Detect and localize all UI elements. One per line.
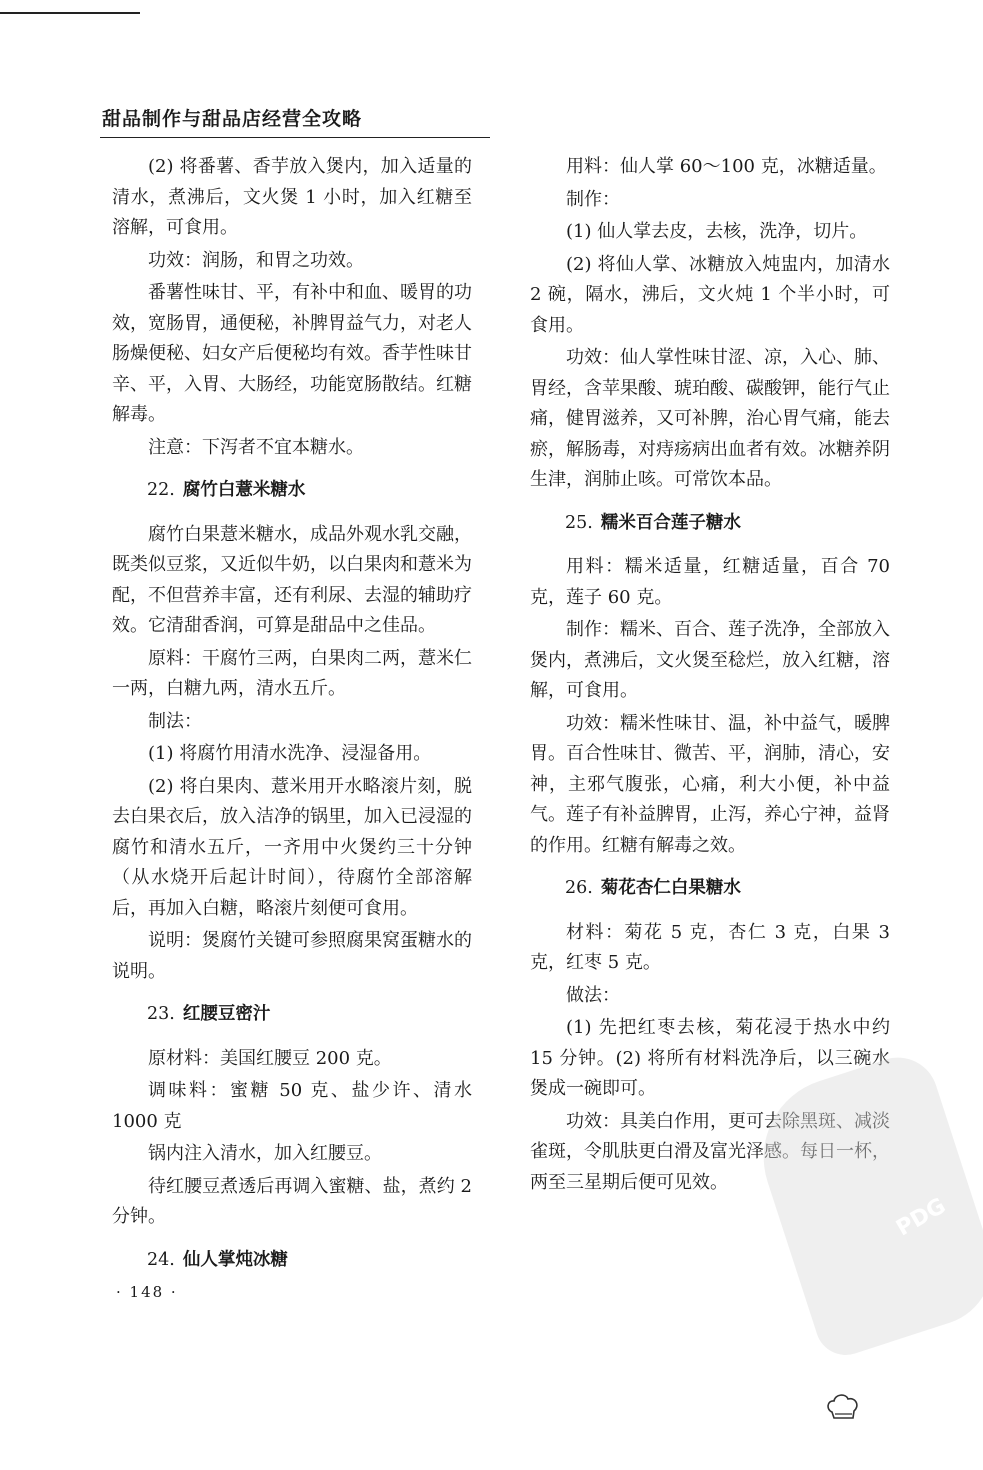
paragraph: (1) 先把红枣去核，菊花浸于热水中约 15 分钟。(2) 将所有材料洗净后，以三碗水煲成一碗即可。 bbox=[530, 1017, 890, 1099]
section-title: 红腰豆密汁 bbox=[182, 1004, 271, 1024]
paragraph: 制作： bbox=[566, 188, 620, 210]
paragraph: (1) 仙人掌去皮，去核，洗净，切片。 bbox=[566, 221, 868, 242]
paragraph: 番薯性味甘、平，有补中和血、暖胃的功效，宽肠胃，通便秘，补脾胃益气力，对老人肠燥便秘、妇女产后便秘均有效。香芋性味甘辛、平，入胃、大肠经，功能宽肠散结。红糖解毒。 bbox=[112, 282, 472, 425]
paragraph: 用料：糯米适量，红糖适量，百合 70 克，莲子 60 克。 bbox=[530, 556, 890, 608]
section-title: 仙人掌炖冰糖 bbox=[182, 1249, 288, 1270]
section-title: 菊花杏仁白果糖水 bbox=[600, 878, 741, 898]
paragraph: 功效：润肠，和胃之功效。 bbox=[148, 249, 364, 271]
paragraph: 原料：干腐竹三两，白果肉二两，薏米仁一两，白糖九两，清水五斤。 bbox=[112, 647, 472, 699]
section-title: 糯米百合莲子糖水 bbox=[600, 512, 741, 533]
section-heading bbox=[112, 475, 472, 506]
paragraph: (1) 将腐竹用清水洗净、浸湿备用。 bbox=[148, 743, 432, 764]
paragraph: 注意：下泻者不宜本糖水。 bbox=[148, 436, 364, 458]
paragraph: 用料：仙人掌 60～100 克，冰糖适量。 bbox=[566, 156, 887, 177]
paragraph: (2) 将番薯、香芋放入煲内，加入适量的清水，煮沸后，文火煲 1 小时，加入红糖至溶解，可食用。 bbox=[112, 156, 472, 238]
paragraph: 制法： bbox=[148, 710, 202, 732]
section-heading bbox=[530, 508, 890, 539]
header-rule bbox=[100, 137, 490, 138]
section-heading bbox=[112, 1245, 472, 1276]
paragraph: 做法： bbox=[566, 984, 620, 1006]
chef-hat-icon bbox=[826, 1392, 860, 1422]
paragraph: (2) 将仙人掌、冰糖放入炖盅内，加清水 2 碗，隔水，沸后，文火炖 1 个半小时，可食用。 bbox=[530, 253, 890, 336]
page-number: · 148 · bbox=[116, 1283, 178, 1301]
running-header: 甜品制作与甜品店经营全攻略 bbox=[102, 108, 363, 130]
paragraph: 锅内注入清水，加入红腰豆。 bbox=[148, 1143, 382, 1164]
paragraph: 材料：菊花 5 克，杏仁 3 克，白果 3 克，红枣 5 克。 bbox=[530, 921, 890, 973]
section-number: 22. bbox=[147, 480, 175, 500]
paragraph: 功效：仙人掌性味甘涩、凉，入心、肺、胃经，含苹果酸、琥珀酸、碳酸钾，能行气止痛，健胃滋养，又可补脾，治心胃气痛，能去瘀，解肠毒，对痔疡病出血者有效。冰糖养阴生津，润肺止咳。可常饮本品。 bbox=[530, 347, 890, 490]
section-number: 26. bbox=[565, 878, 593, 898]
right-column bbox=[530, 152, 890, 1200]
left-column bbox=[112, 152, 472, 1289]
watermark-text: PDG bbox=[892, 1193, 951, 1242]
section-heading bbox=[112, 999, 472, 1030]
paragraph: (2) 将白果肉、薏米用开水略滚片刻，脱去白果衣后，放入洁净的锅里，加入已浸湿的腐竹和清水五斤，一齐用中火煲约三十分钟（从水烧开后起计时间），待腐竹全部溶解后，再加入白糖，略滚片刻便可食用。 bbox=[112, 775, 472, 919]
paragraph: 制作：糯米、百合、莲子洗净，全部放入煲内，煮沸后，文火煲至稔烂，放入红糖，溶解，可食用。 bbox=[530, 619, 890, 701]
section-number: 25. bbox=[565, 512, 593, 533]
paragraph: 说明：煲腐竹关键可参照腐果窝蛋糖水的说明。 bbox=[112, 930, 472, 982]
section-title: 腐竹白薏米糖水 bbox=[182, 480, 306, 500]
paragraph: 调味料：蜜糖 50 克、盐少许、清水 1000 克 bbox=[112, 1080, 472, 1132]
top-rule bbox=[0, 12, 140, 14]
paragraph: 腐竹白果薏米糖水，成品外观水乳交融，既类似豆浆，又近似牛奶，以白果肉和薏米为配，不但营养丰富，还有利尿、去湿的辅助疗效。它清甜香润，可算是甜品中之佳品。 bbox=[112, 523, 472, 636]
paragraph: 功效：具美白作用，更可去除黑斑、减淡雀斑，令肌肤更白滑及富光泽感。每日一杯，两至三星期后便可见效。 bbox=[530, 1110, 890, 1193]
paragraph: 原材料：美国红腰豆 200 克。 bbox=[148, 1047, 392, 1069]
section-number: 24. bbox=[147, 1249, 175, 1270]
section-heading bbox=[530, 873, 890, 904]
section-number: 23. bbox=[147, 1004, 175, 1024]
paragraph: 功效：糯米性味甘、温，补中益气，暖脾胃。百合性味甘、微苦、平，润肺，清心，安神，主邪气腹张，心痛，利大小便，补中益气。莲子有补益脾胃，止泻，养心宁神，益肾的作用。红糖有解毒之效。 bbox=[530, 712, 890, 856]
paragraph: 待红腰豆煮透后再调入蜜糖、盐，煮约 2 分钟。 bbox=[112, 1175, 472, 1227]
